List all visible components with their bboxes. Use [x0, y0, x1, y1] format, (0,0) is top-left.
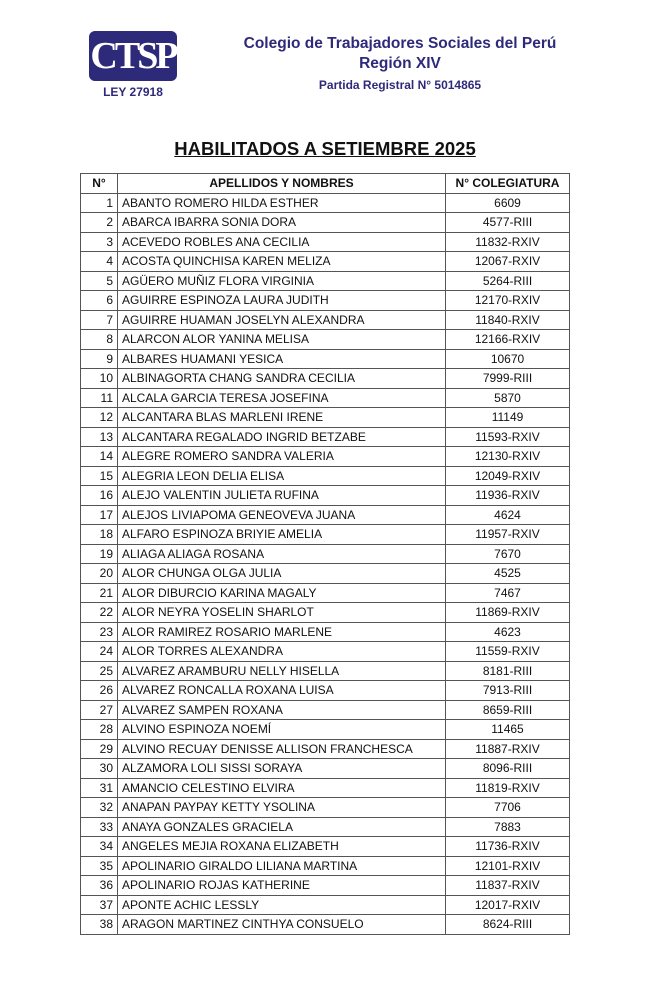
row-colegiatura: 8624-RIII	[446, 915, 570, 935]
row-colegiatura: 11832-RXIV	[446, 232, 570, 252]
row-name: ALFARO ESPINOZA BRIYIE AMELIA	[118, 525, 446, 545]
row-colegiatura: 11736-RXIV	[446, 837, 570, 857]
table-body	[81, 193, 570, 934]
row-colegiatura: 8659-RIII	[446, 700, 570, 720]
row-number: 14	[81, 447, 118, 467]
row-name: AGUIRRE HUAMAN JOSELYN ALEXANDRA	[118, 310, 446, 330]
row-colegiatura: 7670	[446, 544, 570, 564]
row-number: 6	[81, 291, 118, 311]
table-row	[81, 427, 570, 447]
table-row	[81, 583, 570, 603]
row-name: ALCANTARA REGALADO INGRID BETZABE	[118, 427, 446, 447]
row-name: ALOR CHUNGA OLGA JULIA	[118, 564, 446, 584]
table-row	[81, 661, 570, 681]
row-name: ALVAREZ ARAMBURU NELLY HISELLA	[118, 661, 446, 681]
row-colegiatura: 11837-RXIV	[446, 876, 570, 896]
table-row	[81, 817, 570, 837]
row-name: ALVINO ESPINOZA NOEMÍ	[118, 720, 446, 740]
row-colegiatura: 4623	[446, 622, 570, 642]
row-name: ACEVEDO ROBLES ANA CECILIA	[118, 232, 446, 252]
row-colegiatura: 7913-RIII	[446, 681, 570, 701]
row-colegiatura: 11869-RXIV	[446, 603, 570, 623]
row-name: AMANCIO CELESTINO ELVIRA	[118, 778, 446, 798]
row-name: APOLINARIO ROJAS KATHERINE	[118, 876, 446, 896]
row-number: 21	[81, 583, 118, 603]
row-colegiatura: 12166-RXIV	[446, 330, 570, 350]
table-row	[81, 291, 570, 311]
row-colegiatura: 7706	[446, 798, 570, 818]
row-number: 38	[81, 915, 118, 935]
row-name: ALVAREZ RONCALLA ROXANA LUISA	[118, 681, 446, 701]
table-row	[81, 837, 570, 857]
row-number: 17	[81, 505, 118, 525]
table-row	[81, 622, 570, 642]
row-number: 9	[81, 349, 118, 369]
row-colegiatura: 5870	[446, 388, 570, 408]
row-colegiatura: 11465	[446, 720, 570, 740]
logo-caption: LEY 27918	[103, 85, 163, 99]
row-number: 1	[81, 193, 118, 213]
table-row	[81, 856, 570, 876]
table-row	[81, 544, 570, 564]
row-colegiatura: 10670	[446, 349, 570, 369]
column-header-name: APELLIDOS Y NOMBRES	[118, 174, 446, 194]
row-colegiatura: 8096-RIII	[446, 759, 570, 779]
ctsp-logo	[89, 31, 177, 81]
row-name: ALARCON ALOR YANINA MELISA	[118, 330, 446, 350]
row-number: 25	[81, 661, 118, 681]
row-number: 37	[81, 895, 118, 915]
row-colegiatura: 11819-RXIV	[446, 778, 570, 798]
row-name: ALBARES HUAMANI YESICA	[118, 349, 446, 369]
row-name: ALVINO RECUAY DENISSE ALLISON FRANCHESCA	[118, 739, 446, 759]
table-row	[81, 388, 570, 408]
table-row	[81, 720, 570, 740]
organization-region: Región XIV	[359, 55, 441, 72]
row-number: 31	[81, 778, 118, 798]
row-colegiatura: 12067-RXIV	[446, 252, 570, 272]
table-row	[81, 232, 570, 252]
row-colegiatura: 11957-RXIV	[446, 525, 570, 545]
table-row	[81, 603, 570, 623]
table-header-row	[81, 174, 570, 194]
row-colegiatura: 4624	[446, 505, 570, 525]
column-header-colegiatura: N° COLEGIATURA	[446, 174, 570, 194]
table-row	[81, 466, 570, 486]
table-row	[81, 486, 570, 506]
row-number: 22	[81, 603, 118, 623]
row-number: 3	[81, 232, 118, 252]
table-row	[81, 349, 570, 369]
row-number: 10	[81, 369, 118, 389]
row-number: 30	[81, 759, 118, 779]
row-name: APONTE ACHIC LESSLY	[118, 895, 446, 915]
table-row	[81, 778, 570, 798]
row-number: 2	[81, 213, 118, 233]
row-colegiatura: 11559-RXIV	[446, 642, 570, 662]
table-row	[81, 798, 570, 818]
organization-name: Colegio de Trabajadores Sociales del Perú	[243, 35, 557, 52]
row-colegiatura: 7999-RIII	[446, 369, 570, 389]
row-name: ALEJOS LIVIAPOMA GENEOVEVA JUANA	[118, 505, 446, 525]
table-row	[81, 408, 570, 428]
table-row	[81, 895, 570, 915]
row-number: 32	[81, 798, 118, 818]
row-name: ARAGON MARTINEZ CINTHYA CONSUELO	[118, 915, 446, 935]
row-name: ALBINAGORTA CHANG SANDRA CECILIA	[118, 369, 446, 389]
row-number: 20	[81, 564, 118, 584]
table-row	[81, 252, 570, 272]
column-header-number: N°	[81, 174, 118, 194]
table-row	[81, 915, 570, 935]
row-number: 26	[81, 681, 118, 701]
row-colegiatura: 11593-RXIV	[446, 427, 570, 447]
table-row	[81, 642, 570, 662]
table-row	[81, 330, 570, 350]
row-name: ALEGRE ROMERO SANDRA VALERIA	[118, 447, 446, 467]
row-colegiatura: 12170-RXIV	[446, 291, 570, 311]
row-number: 19	[81, 544, 118, 564]
table-row	[81, 447, 570, 467]
row-number: 35	[81, 856, 118, 876]
table-row	[81, 700, 570, 720]
row-name: ALCALA GARCIA TERESA JOSEFINA	[118, 388, 446, 408]
row-colegiatura: 12017-RXIV	[446, 895, 570, 915]
row-colegiatura: 5264-RIII	[446, 271, 570, 291]
partida-registral: Partida Registral N° 5014865	[318, 78, 482, 92]
row-number: 4	[81, 252, 118, 272]
row-name: ALOR RAMIREZ ROSARIO MARLENE	[118, 622, 446, 642]
row-number: 18	[81, 525, 118, 545]
row-number: 28	[81, 720, 118, 740]
row-name: AGUIRRE ESPINOZA LAURA JUDITH	[118, 291, 446, 311]
row-colegiatura: 12101-RXIV	[446, 856, 570, 876]
row-number: 8	[81, 330, 118, 350]
document-title: HABILITADOS A SETIEMBRE 2025	[174, 138, 476, 159]
row-colegiatura: 11887-RXIV	[446, 739, 570, 759]
table-row	[81, 564, 570, 584]
table-row	[81, 193, 570, 213]
row-colegiatura: 12130-RXIV	[446, 447, 570, 467]
row-number: 11	[81, 388, 118, 408]
row-name: ANAPAN PAYPAY KETTY YSOLINA	[118, 798, 446, 818]
row-number: 13	[81, 427, 118, 447]
table-row	[81, 310, 570, 330]
table-row	[81, 759, 570, 779]
table-row	[81, 271, 570, 291]
habilitados-table	[80, 173, 570, 935]
row-number: 34	[81, 837, 118, 857]
table-row	[81, 525, 570, 545]
row-number: 24	[81, 642, 118, 662]
table-row	[81, 681, 570, 701]
table-row	[81, 369, 570, 389]
row-colegiatura: 4525	[446, 564, 570, 584]
table-row	[81, 213, 570, 233]
row-colegiatura: 11149	[446, 408, 570, 428]
row-name: ALEJO VALENTIN JULIETA RUFINA	[118, 486, 446, 506]
row-number: 5	[81, 271, 118, 291]
row-name: ALOR NEYRA YOSELIN SHARLOT	[118, 603, 446, 623]
row-name: ALEGRIA LEON DELIA ELISA	[118, 466, 446, 486]
logo-text: CTSP	[90, 35, 176, 77]
row-number: 7	[81, 310, 118, 330]
row-name: ABANTO ROMERO HILDA ESTHER	[118, 193, 446, 213]
row-name: ABARCA IBARRA SONIA DORA	[118, 213, 446, 233]
row-number: 29	[81, 739, 118, 759]
row-number: 15	[81, 466, 118, 486]
table-row	[81, 739, 570, 759]
row-name: ALOR TORRES ALEXANDRA	[118, 642, 446, 662]
table-row	[81, 505, 570, 525]
row-colegiatura: 7467	[446, 583, 570, 603]
row-name: ALCANTARA BLAS MARLENI IRENE	[118, 408, 446, 428]
row-name: ANAYA GONZALES GRACIELA	[118, 817, 446, 837]
row-name: ANGELES MEJIA ROXANA ELIZABETH	[118, 837, 446, 857]
row-name: ALZAMORA LOLI SISSI SORAYA	[118, 759, 446, 779]
row-name: APOLINARIO GIRALDO LILIANA MARTINA	[118, 856, 446, 876]
row-colegiatura: 4577-RIII	[446, 213, 570, 233]
row-name: ALVAREZ SAMPEN ROXANA	[118, 700, 446, 720]
row-colegiatura: 8181-RIII	[446, 661, 570, 681]
table-row	[81, 876, 570, 896]
row-name: ACOSTA QUINCHISA KAREN MELIZA	[118, 252, 446, 272]
row-number: 33	[81, 817, 118, 837]
row-colegiatura: 6609	[446, 193, 570, 213]
row-number: 16	[81, 486, 118, 506]
row-colegiatura: 11840-RXIV	[446, 310, 570, 330]
row-colegiatura: 11936-RXIV	[446, 486, 570, 506]
row-number: 12	[81, 408, 118, 428]
row-name: AGÜERO MUÑIZ FLORA VIRGINIA	[118, 271, 446, 291]
row-number: 36	[81, 876, 118, 896]
row-number: 23	[81, 622, 118, 642]
row-colegiatura: 7883	[446, 817, 570, 837]
row-colegiatura: 12049-RXIV	[446, 466, 570, 486]
row-name: ALOR DIBURCIO KARINA MAGALY	[118, 583, 446, 603]
row-number: 27	[81, 700, 118, 720]
row-name: ALIAGA ALIAGA ROSANA	[118, 544, 446, 564]
